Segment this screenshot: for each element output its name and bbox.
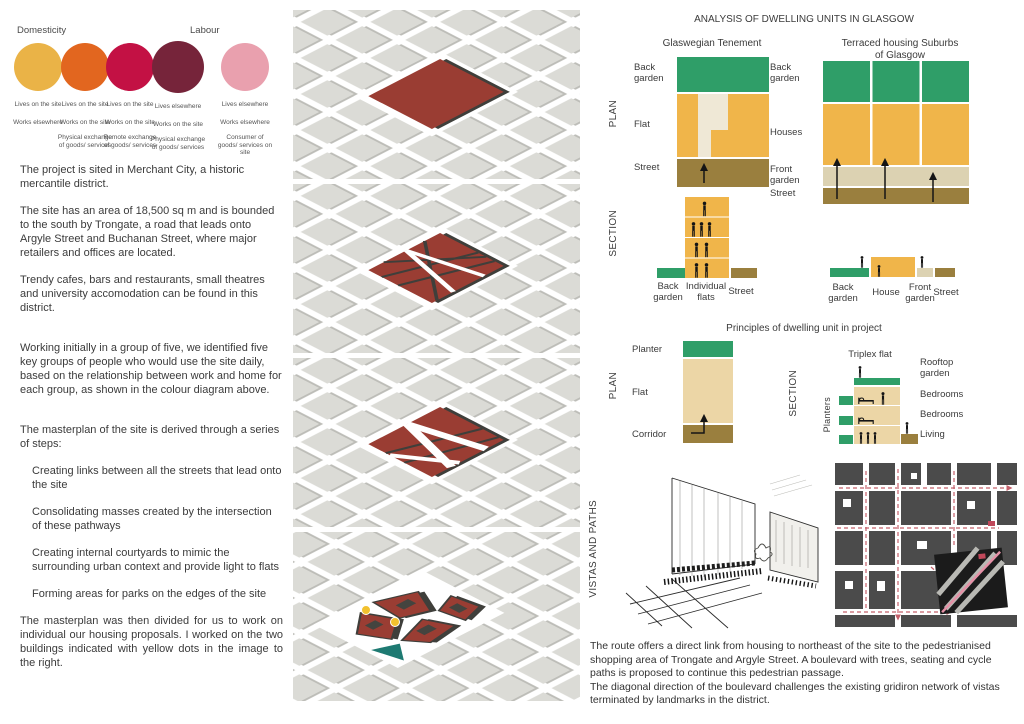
- terraced-section-backgarden-label: Back garden: [828, 282, 858, 304]
- step-item: Forming areas for parks on the edges of the site: [32, 588, 267, 600]
- group-5-circle: [221, 43, 269, 91]
- tenement-section-street-label: Street: [728, 286, 754, 297]
- principles-section-diagram: [838, 364, 920, 448]
- terraced-plan-diagram: [823, 61, 969, 204]
- step-item: Creating links between all the streets that lead onto the site: [32, 465, 282, 491]
- group-2-works: Works on the site: [59, 118, 111, 126]
- terraced-heading: Terraced housing Suburbs of Glasgow: [841, 38, 959, 61]
- tenement-plan-backgarden-label: Back garden: [634, 62, 664, 84]
- tenement-plan-diagram: [677, 57, 769, 187]
- group-1-works: Works elsewhere: [13, 118, 63, 126]
- group-4-lives: Lives elsewhere: [154, 103, 202, 110]
- user-groups-legend: [13, 22, 283, 163]
- living-label: Living: [920, 429, 945, 440]
- paragraph: The site has an area of 18,500 sq m and is bounded to the south by Trongate, a road that leads onto Argyle Street and Buchanan Street, where major retailers and offices are located.: [20, 205, 275, 259]
- left-column: [13, 22, 283, 683]
- terraced-plan-backgarden-label: Back garden: [770, 62, 800, 84]
- masterplan-step-1-image: [293, 10, 580, 179]
- step-item: Consolidating masses created by the intersection of these pathways: [32, 506, 272, 532]
- principles-plan-axis-label: PLAN: [608, 372, 619, 400]
- principles-title: Principles of dwelling unit in project: [726, 323, 882, 334]
- boulevard-sketch-image: [620, 464, 830, 632]
- terraced-plan-street-label: Street: [770, 188, 796, 199]
- labour-label: Labour: [190, 25, 220, 36]
- terraced-plan-houses-label: Houses: [770, 127, 803, 138]
- tenement-section-diagram: [657, 197, 757, 279]
- tenement-plan-flat-label: Flat: [634, 119, 650, 130]
- paragraph: The diagonal direction of the boulevard challenges the existing gridiron network of vistas terminated by landmarks in the district.: [590, 680, 1000, 706]
- planters-label: Planters: [822, 397, 832, 433]
- masterplan-step-2-image: [293, 184, 580, 353]
- group-1-lives: Lives on the site: [14, 101, 62, 108]
- tenement-section-flats-label: Individual flats: [685, 281, 727, 303]
- masterplan-step-4-image: [293, 532, 580, 701]
- district-map-image: [833, 461, 1019, 628]
- site-highlight: [934, 546, 1008, 615]
- principles-plan-diagram: [683, 341, 733, 443]
- masterplan-steps-column: [293, 10, 580, 706]
- terraced-section-house-label: House: [872, 287, 900, 298]
- section-axis-label: SECTION: [608, 210, 619, 257]
- principles-section-axis-label: SECTION: [788, 370, 799, 417]
- plan-axis-label: PLAN: [608, 100, 619, 128]
- group-5-exchange: Consumer of goods/ services on site: [217, 134, 273, 156]
- paragraph: Working initially in a group of five, we identified five key groups of people who would use the site daily, based on the relationship between work and home for each group, as shown in the colour diagram above.: [20, 342, 282, 396]
- group-4-circle: [152, 41, 204, 93]
- tenement-section-backgarden-label: Back garden: [653, 281, 683, 303]
- group-3-circle: [106, 43, 154, 91]
- rooftop-garden-label: Rooftop garden: [920, 357, 954, 379]
- my-building-dot-1: [362, 606, 371, 615]
- paragraph: The project is sited in Merchant City, a historic mercantile district.: [20, 164, 245, 190]
- project-description: [20, 163, 283, 670]
- group-3-exchange: Remote exchange of goods/ services: [103, 134, 157, 149]
- triplex-flat-label: Triplex flat: [848, 349, 892, 360]
- steps-intro: The masterplan of the site is derived through a series of steps:: [20, 424, 280, 450]
- group-3-works: Works on the site: [104, 118, 156, 126]
- tenement-heading: Glaswegian Tenement: [662, 38, 762, 49]
- principles-planter-label: Planter: [632, 344, 663, 355]
- vistas-and-paths-label: VISTAS AND PATHS: [588, 500, 599, 598]
- principles-corridor-label: Corridor: [632, 429, 667, 440]
- bedrooms-label-2: Bedrooms: [920, 409, 964, 420]
- tenement-plan-street-label: Street: [634, 162, 660, 173]
- legend-group-5: [217, 43, 273, 157]
- group-4-exchange: Physical exchange of goods/ services: [150, 136, 206, 151]
- group-4-works: Works on the site: [152, 120, 204, 128]
- terraced-section-street-label: Street: [933, 287, 959, 298]
- terraced-plan-frontgarden-label: Front garden: [770, 164, 800, 186]
- legend-group-4: [150, 41, 206, 151]
- domesticity-label: Domesticity: [17, 25, 67, 36]
- group-3-lives: Lives on the site: [106, 101, 154, 108]
- step-item: Creating internal courtyards to mimic the surrounding urban context and provide light to flats: [32, 547, 280, 573]
- principles-flat-label: Flat: [632, 387, 648, 398]
- group-5-works: Works elsewhere: [220, 118, 270, 126]
- closing-paragraph: The masterplan was then divided for us to work on individual our housing proposals. I worked on the two buildings indicated with yellow dots in the image to the right.: [20, 615, 283, 669]
- group-5-lives: Lives elsewhere: [221, 101, 269, 108]
- bedrooms-label-1: Bedrooms: [920, 389, 964, 400]
- group-2-exchange: Physical exchange of goods/ services: [57, 134, 113, 149]
- group-1-circle: [14, 43, 62, 91]
- vistas-description: [590, 640, 1018, 708]
- paragraph: Trendy cafes, bars and restaurants, small theatres and university accomodation can be found in this district.: [20, 274, 265, 314]
- terraced-section-diagram: [830, 253, 955, 279]
- paragraph: The route offers a direct link from housing to northeast of the site to the pedestrianised shopping area of Trongate and Argyle Street. A boulevard with trees, seating and cycle paths is proposed to continue this pedestrian passage.: [590, 640, 992, 679]
- my-building-dot-2: [391, 618, 400, 627]
- masterplan-step-3-image: [293, 358, 580, 527]
- group-2-lives: Lives on the site: [61, 101, 109, 108]
- analysis-title: ANALYSIS OF DWELLING UNITS IN GLASGOW: [694, 14, 914, 25]
- terraced-section-frontgarden-label: Front garden: [905, 282, 935, 304]
- analysis-column: [588, 12, 1020, 712]
